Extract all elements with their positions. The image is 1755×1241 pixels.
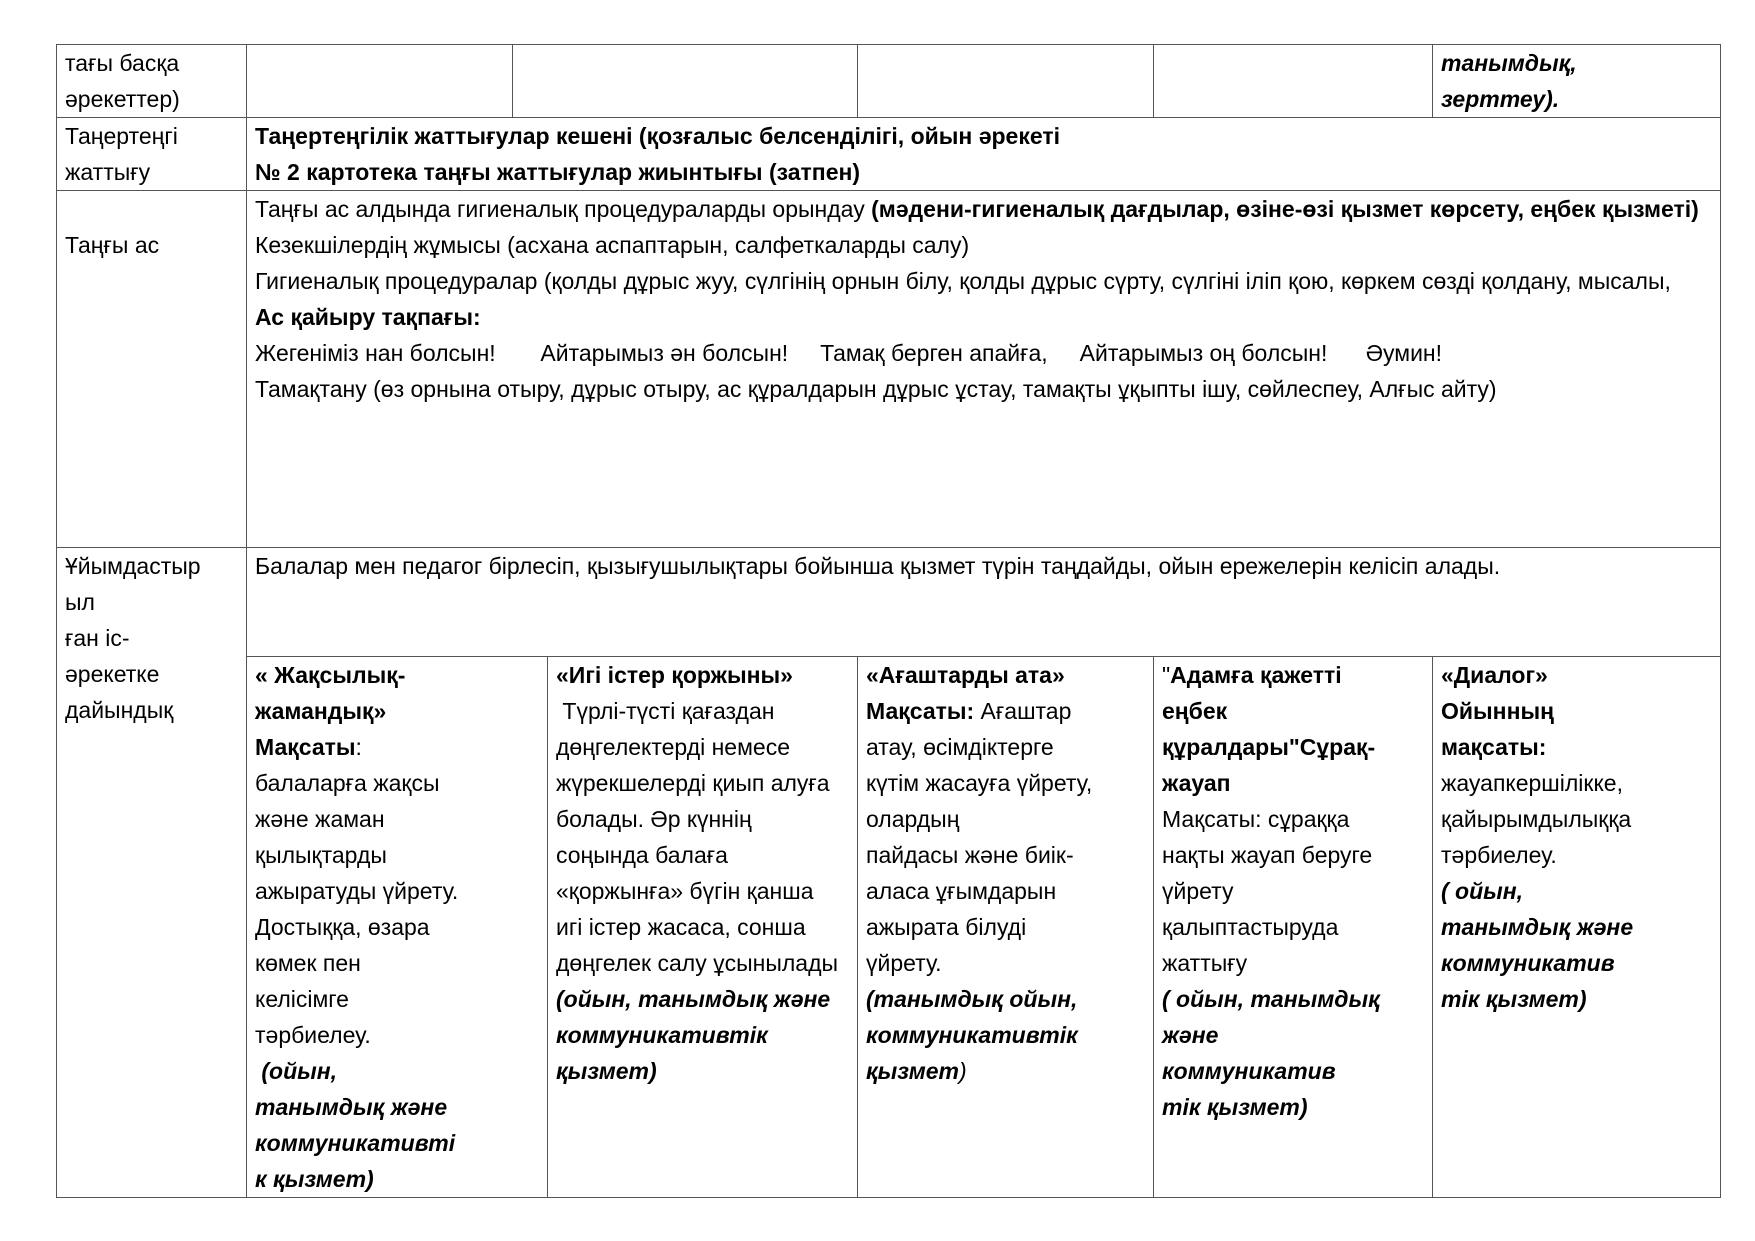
label-line: тағы басқа <box>65 50 180 76</box>
game-title: еңбек <box>1162 698 1228 724</box>
game-text: игі істер жасаса, сонша <box>556 914 806 940</box>
game-title: жамандық» <box>255 698 387 724</box>
duty-paragraph: Кезекшілердің жұмысы (асхана аспаптарын, салфеткаларды салу) <box>255 232 970 258</box>
empty-cell <box>1154 45 1433 118</box>
activity-tag-tail: ) <box>959 1058 967 1084</box>
quote-mark: " <box>1162 662 1171 688</box>
game-title: Адамға қажетті <box>1170 662 1342 688</box>
game-title: құралдары"Сұрақ- <box>1162 734 1376 760</box>
activity-tag: коммуникатив <box>1162 1058 1336 1084</box>
exercise-line: Таңертеңгілік жаттығулар кешені (қозғалыс белсенділігі, ойын әрекеті <box>255 123 1060 149</box>
game-text: олардың <box>866 806 960 832</box>
game-text: тәрбиелеу. <box>1441 842 1557 868</box>
game-text: келісімге <box>255 986 349 1012</box>
game-text: «қоржынға» бүгін қанша <box>556 878 814 904</box>
verse-title: Ас қайыру тақпағы: <box>255 304 481 330</box>
row-other-activities <box>57 45 1721 118</box>
activity-tag: ( ойын, танымдық <box>1162 986 1380 1012</box>
activity-tag: (ойын, танымдық және <box>556 986 831 1012</box>
game-card-dialog <box>1433 657 1721 1198</box>
row-games <box>57 657 1721 1198</box>
preparation-intro <box>247 548 1721 657</box>
breakfast-content <box>247 191 1721 548</box>
exercise-line: № 2 картотека таңғы жаттығулар жиынтығы (затпен) <box>255 159 861 185</box>
activity-tag: және <box>1162 1022 1219 1048</box>
label-line: ған іс- <box>65 625 130 651</box>
activity-tag: (танымдық ойын, <box>866 986 1078 1012</box>
goal-label: Мақсаты: <box>866 698 975 724</box>
game-text: ажырата білуді <box>866 914 1027 940</box>
label-line: Ұйымдастыр <box>65 553 201 579</box>
game-text: дөңгелек салу ұсынылады <box>556 950 839 976</box>
game-text: жүрекшелерді қиып алуға <box>556 770 830 796</box>
game-title: «Диалог» <box>1441 662 1548 688</box>
activity-tag: (ойын, <box>255 1058 338 1084</box>
goal-label: Мақсаты <box>255 734 356 760</box>
row-morning-exercise <box>57 118 1721 191</box>
game-text: және жаман <box>255 806 385 832</box>
game-text: үйрету <box>1162 878 1234 904</box>
row-breakfast <box>57 191 1721 548</box>
activity-tag: коммуникатив <box>1441 950 1615 976</box>
game-text: тәрбиелеу. <box>255 1022 371 1048</box>
game-text: ажыратуды үйрету. <box>255 878 459 904</box>
row-label <box>57 45 247 118</box>
game-title: « Жақсылық- <box>255 662 406 688</box>
activity-tag: танымдық және <box>1441 914 1634 940</box>
game-text: Түрлі-түсті қағаздан <box>556 698 775 724</box>
game-text: Мақсаты: сұраққа <box>1162 806 1350 832</box>
activity-tag: коммуникативтік <box>866 1022 1078 1048</box>
label-line: ыл <box>65 589 95 615</box>
game-card-good-deeds <box>548 657 858 1198</box>
game-text: нақты жауап беруге <box>1162 842 1373 868</box>
game-text: жаттығу <box>1162 950 1248 976</box>
eating-paragraph: Тамақтану (өз орнына отыру, дұрыс отыру, ас құралдарын дұрыс ұстау, тамақты ұқыпты ішу, сөйлеспеу, Алғыс айту) <box>255 376 1497 402</box>
game-text: қайырымдылыққа <box>1441 806 1632 832</box>
activity-tag: танымдық, <box>1441 50 1577 76</box>
activity-tag: зерттеу). <box>1441 86 1560 112</box>
activity-tag: коммуникативті <box>255 1130 456 1156</box>
game-text: жауапкершілікке, <box>1441 770 1623 796</box>
activity-tag: тік қызмет) <box>1441 986 1587 1012</box>
label-line: Таңғы ас <box>65 232 160 258</box>
game-text: болады. Әр күннің <box>556 806 752 832</box>
exercise-content <box>247 118 1721 191</box>
hygiene-paragraph <box>255 191 1712 227</box>
activity-tag: қызмет <box>866 1058 959 1084</box>
label-line: Таңертеңгі <box>65 123 178 149</box>
goal-colon: : <box>355 734 362 760</box>
daily-plan-table <box>56 44 1721 1198</box>
game-title: Ойынның <box>1441 698 1554 724</box>
verse-text: Жегеніміз нан болсын! Айтарымыз ән болсын! Тамақ берген апайға, Айтарымыз оң болсын! Әумин! <box>255 340 1443 366</box>
game-card-tools <box>1154 657 1433 1198</box>
game-title: «Игі істер қоржыны» <box>556 662 793 688</box>
row-label <box>57 118 247 191</box>
activity-tag: коммуникативтік <box>556 1022 768 1048</box>
game-text: көмек пен <box>255 950 361 976</box>
game-text: күтім жасауға үйрету, <box>866 770 1093 796</box>
activity-tag: тік қызмет) <box>1162 1094 1308 1120</box>
activity-tag: танымдық және <box>255 1094 448 1120</box>
game-text: Достыққа, өзара <box>255 914 430 940</box>
game-card-trees <box>858 657 1154 1198</box>
game-text: атау, өсімдіктерге <box>866 734 1054 760</box>
game-text: балаларға жақсы <box>255 770 440 796</box>
activity-tag: к қызмет) <box>255 1166 374 1192</box>
game-card-kindness <box>247 657 548 1198</box>
activity-tag: қызмет) <box>556 1058 657 1084</box>
game-text: дөңгелектерді немесе <box>556 734 790 760</box>
empty-cell <box>858 45 1154 118</box>
game-text: үйрету. <box>866 950 942 976</box>
game-text: қалыптастыруда <box>1162 914 1339 940</box>
empty-cell <box>247 45 513 118</box>
activity-tag-cell <box>1433 45 1721 118</box>
game-text: қылықтарды <box>255 842 387 868</box>
game-text: соңында балаға <box>556 842 728 868</box>
label-line: жаттығу <box>65 159 151 185</box>
procedures-paragraph: Гигиеналық процедуралар (қолды дұрыс жуу, сүлгінің орнын білу, қолды дұрыс сүрту, сүлгіні іліп қою, көркем сөзді қолдану, мысалы, <box>255 268 1671 294</box>
hygiene-text: Таңғы ас алдында гигиеналық процедураларды орындау <box>255 196 872 222</box>
game-title: «Ағаштарды ата» <box>866 662 1065 688</box>
game-title: жауап <box>1162 770 1231 796</box>
row-label <box>57 548 247 1198</box>
goal-text: Ағаштар <box>974 698 1072 724</box>
row-preparation <box>57 548 1721 657</box>
label-line: дайындық <box>65 697 174 723</box>
hygiene-skills-tag: (мәдени-гигиеналық дағдылар, өзіне-өзі қызмет көрсету, еңбек қызметі) <box>871 196 1699 222</box>
game-text: аласа ұғымдарын <box>866 878 1057 904</box>
activity-tag: ( ойын, <box>1441 878 1524 904</box>
row-label <box>57 191 247 548</box>
label-line: әрекеттер) <box>65 86 180 112</box>
game-title: мақсаты: <box>1441 734 1547 760</box>
label-line: әрекетке <box>65 661 160 687</box>
intro-text: Балалар мен педагог бірлесіп, қызығушылықтары бойынша қызмет түрін таңдайды, ойын ережелерін келісіп алады. <box>255 553 1501 579</box>
game-text: пайдасы және биік- <box>866 842 1074 868</box>
empty-cell <box>513 45 858 118</box>
